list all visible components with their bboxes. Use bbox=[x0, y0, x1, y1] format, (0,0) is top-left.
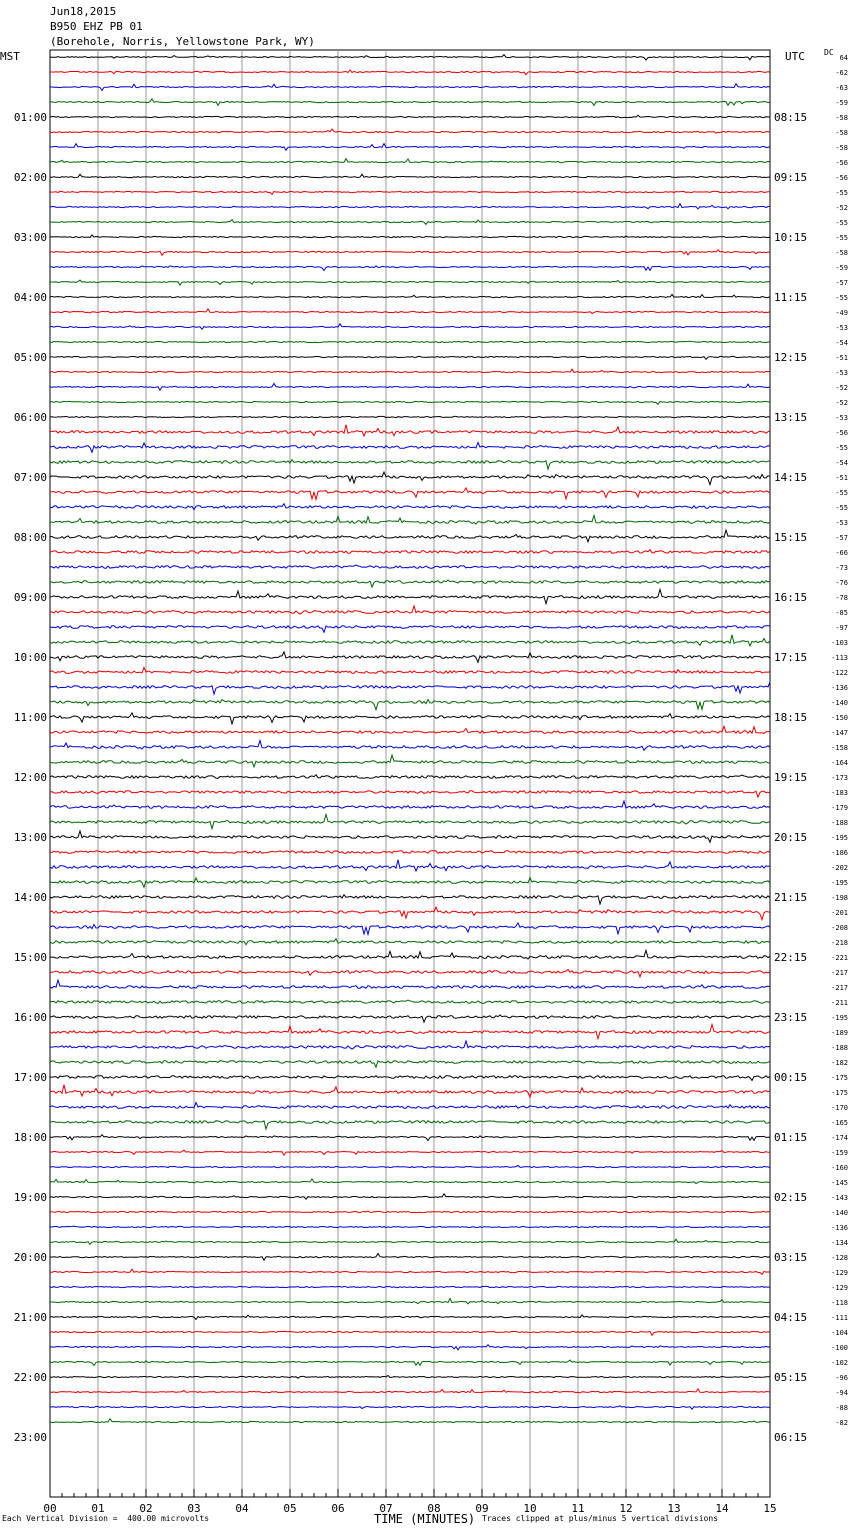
utc-hour-label: 08:15 bbox=[774, 111, 808, 124]
dc-offset-label: -218 bbox=[831, 939, 848, 947]
dc-offset-label: -85 bbox=[835, 609, 848, 617]
seismic-trace bbox=[50, 682, 770, 694]
dc-offset-label: -136 bbox=[831, 684, 848, 692]
dc-offset-label: -76 bbox=[835, 579, 848, 587]
seismic-trace bbox=[50, 159, 770, 163]
seismic-trace bbox=[50, 635, 770, 646]
dc-offset-label: -186 bbox=[831, 849, 848, 857]
dc-offset-label: -55 bbox=[835, 504, 848, 512]
mst-hour-label: 06:00 bbox=[13, 411, 47, 424]
x-tick-label: 11 bbox=[571, 1502, 585, 1515]
mst-hour-label: 11:00 bbox=[13, 711, 47, 724]
dc-offset-label: -211 bbox=[831, 999, 848, 1007]
seismic-trace bbox=[50, 699, 770, 709]
dc-offset-label: -49 bbox=[835, 309, 848, 317]
chart-title-line-1: Jun18,2015 bbox=[50, 5, 117, 18]
seismic-trace bbox=[50, 740, 770, 750]
seismic-trace bbox=[50, 472, 770, 485]
dc-offset-label: -217 bbox=[831, 969, 848, 977]
mst-hour-label: 10:00 bbox=[13, 651, 47, 664]
mst-hour-label: 05:00 bbox=[13, 351, 47, 364]
seismic-trace bbox=[50, 530, 770, 542]
dc-offset-label: -195 bbox=[831, 834, 848, 842]
seismic-trace bbox=[50, 1315, 770, 1320]
dc-offset-label: -198 bbox=[831, 894, 848, 902]
dc-offset-label: -100 bbox=[831, 1344, 848, 1352]
seismic-trace bbox=[50, 1085, 770, 1098]
utc-hour-label: 01:15 bbox=[774, 1131, 808, 1144]
x-axis-label: TIME (MINUTES) bbox=[374, 1512, 476, 1526]
seismic-trace bbox=[50, 515, 770, 524]
dc-offset-label: -195 bbox=[831, 879, 848, 887]
seismic-trace bbox=[50, 791, 770, 797]
mst-hour-label: 13:00 bbox=[13, 831, 47, 844]
dc-offset-label: -58 bbox=[835, 114, 848, 122]
seismic-trace bbox=[50, 144, 770, 151]
seismic-trace bbox=[50, 504, 770, 510]
dc-offset-label: -129 bbox=[831, 1269, 848, 1277]
dc-offset-label: -55 bbox=[835, 444, 848, 452]
seismic-trace bbox=[50, 1211, 770, 1213]
dc-offset-label: -57 bbox=[835, 534, 848, 542]
dc-offset-label: -53 bbox=[835, 519, 848, 527]
seismic-trace bbox=[50, 1286, 770, 1287]
chart-title-line-2: B950 EHZ PB 01 bbox=[50, 20, 143, 33]
dc-offset-label: -56 bbox=[835, 174, 848, 182]
seismic-trace bbox=[50, 369, 770, 372]
dc-offset-label: -53 bbox=[835, 414, 848, 422]
dc-offset-label: -55 bbox=[835, 189, 848, 197]
seismic-trace bbox=[50, 939, 770, 945]
utc-hour-label: 16:15 bbox=[774, 591, 808, 604]
utc-hour-label: 19:15 bbox=[774, 771, 808, 784]
dc-offset-label: -63 bbox=[835, 84, 848, 92]
utc-hour-label: 20:15 bbox=[774, 831, 808, 844]
dc-offset-label: -56 bbox=[835, 159, 848, 167]
seismic-trace bbox=[50, 1226, 770, 1228]
dc-offset-label: -208 bbox=[831, 924, 848, 932]
dc-offset-label: -134 bbox=[831, 1239, 848, 1247]
x-tick-label: 00 bbox=[43, 1502, 57, 1515]
seismic-trace bbox=[50, 1076, 770, 1081]
mst-hour-label: 01:00 bbox=[13, 111, 47, 124]
dc-offset-label: -170 bbox=[831, 1104, 848, 1112]
seismic-trace bbox=[50, 220, 770, 225]
seismic-trace bbox=[50, 652, 770, 663]
dc-offset-label: -58 bbox=[835, 144, 848, 152]
left-timezone-label: MST bbox=[0, 50, 20, 63]
seismic-trace bbox=[50, 1299, 770, 1304]
x-tick-label: 05 bbox=[283, 1502, 297, 1515]
seismic-trace bbox=[50, 324, 770, 329]
dc-offset-label: -96 bbox=[835, 1374, 848, 1382]
seismic-trace bbox=[50, 550, 770, 554]
seismic-trace bbox=[50, 1194, 770, 1199]
seismic-trace bbox=[50, 356, 770, 359]
seismic-trace bbox=[50, 1254, 770, 1261]
seismic-trace bbox=[50, 1269, 770, 1274]
x-tick-label: 14 bbox=[715, 1502, 729, 1515]
dc-offset-label: -94 bbox=[835, 1389, 848, 1397]
seismic-trace bbox=[50, 1406, 770, 1409]
x-tick-label: 10 bbox=[523, 1502, 537, 1515]
dc-offset-label: -175 bbox=[831, 1074, 848, 1082]
right-timezone-label: UTC bbox=[785, 50, 805, 63]
dc-offset-label: -52 bbox=[835, 204, 848, 212]
seismic-trace bbox=[50, 1121, 770, 1129]
seismic-trace bbox=[50, 950, 770, 959]
seismic-trace bbox=[50, 580, 770, 587]
dc-offset-label: -102 bbox=[831, 1359, 848, 1367]
seismic-trace bbox=[50, 970, 770, 977]
utc-hour-label: 18:15 bbox=[774, 711, 808, 724]
dc-offset-label: -62 bbox=[835, 69, 848, 77]
dc-offset-label: -59 bbox=[835, 264, 848, 272]
clip-note: Traces clipped at plus/minus 5 vertical divisions bbox=[482, 1514, 719, 1523]
seismic-trace bbox=[50, 70, 770, 75]
seismic-trace bbox=[50, 1000, 770, 1003]
dc-offset-label: -128 bbox=[831, 1254, 848, 1262]
dc-offset-label: -104 bbox=[831, 1329, 848, 1337]
utc-hour-label: 10:15 bbox=[774, 231, 808, 244]
seismic-trace bbox=[50, 831, 770, 842]
dc-offset-label: -113 bbox=[831, 654, 848, 662]
dc-offset-label: -165 bbox=[831, 1119, 848, 1127]
seismic-trace bbox=[50, 1103, 770, 1109]
seismic-trace bbox=[50, 851, 770, 854]
seismic-trace bbox=[50, 280, 770, 285]
dc-offset-label: -147 bbox=[831, 729, 848, 737]
seismic-trace bbox=[50, 115, 770, 118]
dc-offset-label: -55 bbox=[835, 234, 848, 242]
utc-hour-label: 12:15 bbox=[774, 351, 808, 364]
dc-offset-label: -174 bbox=[831, 1134, 848, 1142]
dc-offset-label: 64 bbox=[839, 54, 848, 62]
dc-offset-label: -183 bbox=[831, 789, 848, 797]
dc-offset-label: -55 bbox=[835, 489, 848, 497]
x-tick-label: 08 bbox=[427, 1502, 441, 1515]
dc-offset-label: -54 bbox=[835, 459, 848, 467]
dc-offset-label: -58 bbox=[835, 249, 848, 257]
utc-hour-label: 22:15 bbox=[774, 951, 808, 964]
seismic-trace bbox=[50, 1165, 770, 1167]
dc-offset-label: -55 bbox=[835, 219, 848, 227]
dc-offset-label: -188 bbox=[831, 1044, 848, 1052]
dc-offset-label: -182 bbox=[831, 1059, 848, 1067]
dc-offset-label: -88 bbox=[835, 1404, 848, 1412]
seismic-trace bbox=[50, 775, 770, 779]
x-tick-label: 02 bbox=[139, 1502, 153, 1515]
dc-offset-label: -111 bbox=[831, 1314, 848, 1322]
dc-offset-label: -160 bbox=[831, 1164, 848, 1172]
seismic-trace bbox=[50, 1135, 770, 1141]
dc-offset-label: -195 bbox=[831, 1014, 848, 1022]
utc-hour-label: 11:15 bbox=[774, 291, 808, 304]
dc-offset-label: -51 bbox=[835, 354, 848, 362]
dc-offset-label: -158 bbox=[831, 744, 848, 752]
dc-offset-label: -52 bbox=[835, 384, 848, 392]
dc-offset-label: -122 bbox=[831, 669, 848, 677]
seismic-trace bbox=[50, 129, 770, 133]
seismic-trace bbox=[50, 341, 770, 343]
seismic-trace bbox=[50, 755, 770, 767]
seismic-trace bbox=[50, 1150, 770, 1155]
utc-hour-label: 06:15 bbox=[774, 1431, 808, 1444]
x-tick-label: 07 bbox=[379, 1502, 393, 1515]
utc-hour-label: 05:15 bbox=[774, 1371, 808, 1384]
x-tick-label: 01 bbox=[91, 1502, 105, 1515]
seismic-trace bbox=[50, 416, 770, 417]
seismic-trace bbox=[50, 488, 770, 500]
x-tick-label: 06 bbox=[331, 1502, 345, 1515]
seismic-trace bbox=[50, 174, 770, 178]
mst-hour-label: 14:00 bbox=[13, 891, 47, 904]
seismic-trace bbox=[50, 814, 770, 828]
seismic-trace bbox=[50, 425, 770, 436]
seismic-trace bbox=[50, 1239, 770, 1244]
seismic-trace bbox=[50, 1345, 770, 1350]
dc-offset-label: -179 bbox=[831, 804, 848, 812]
seismic-trace bbox=[50, 895, 770, 904]
dc-offset-label: -188 bbox=[831, 819, 848, 827]
x-tick-label: 04 bbox=[235, 1502, 249, 1515]
dc-offset-label: -118 bbox=[831, 1299, 848, 1307]
utc-hour-label: 03:15 bbox=[774, 1251, 808, 1264]
utc-hour-label: 00:15 bbox=[774, 1071, 808, 1084]
seismic-trace bbox=[50, 309, 770, 314]
dc-offset-label: -136 bbox=[831, 1224, 848, 1232]
utc-hour-label: 02:15 bbox=[774, 1191, 808, 1204]
dc-offset-label: -129 bbox=[831, 1284, 848, 1292]
mst-hour-label: 20:00 bbox=[13, 1251, 47, 1264]
dc-offset-label: -55 bbox=[835, 294, 848, 302]
seismic-trace bbox=[50, 1360, 770, 1365]
seismic-trace bbox=[50, 401, 770, 404]
mst-hour-label: 12:00 bbox=[13, 771, 47, 784]
seismic-trace bbox=[50, 1331, 770, 1335]
dc-offset-label: -164 bbox=[831, 759, 848, 767]
mst-hour-label: 22:00 bbox=[13, 1371, 47, 1384]
seismic-trace bbox=[50, 294, 770, 297]
utc-hour-label: 21:15 bbox=[774, 891, 808, 904]
utc-hour-label: 17:15 bbox=[774, 651, 808, 664]
seismic-trace bbox=[50, 565, 770, 568]
dc-offset-label: -150 bbox=[831, 714, 848, 722]
seismic-trace bbox=[50, 1389, 770, 1393]
seismic-trace bbox=[50, 801, 770, 808]
seismic-trace bbox=[50, 1179, 770, 1184]
utc-hour-label: 13:15 bbox=[774, 411, 808, 424]
mst-hour-label: 04:00 bbox=[13, 291, 47, 304]
x-tick-label: 13 bbox=[667, 1502, 681, 1515]
seismic-trace bbox=[50, 713, 770, 724]
x-tick-label: 12 bbox=[619, 1502, 633, 1515]
dc-offset-label: -73 bbox=[835, 564, 848, 572]
seismic-trace bbox=[50, 443, 770, 453]
dc-offset-label: -56 bbox=[835, 429, 848, 437]
mst-hour-label: 16:00 bbox=[13, 1011, 47, 1024]
mst-hour-label: 03:00 bbox=[13, 231, 47, 244]
dc-offset-label: -173 bbox=[831, 774, 848, 782]
dc-offset-label: -54 bbox=[835, 339, 848, 347]
utc-hour-label: 23:15 bbox=[774, 1011, 808, 1024]
seismic-trace bbox=[50, 1024, 770, 1038]
vertical-division-note: Each Vertical Division = 400.00 microvolts bbox=[2, 1514, 210, 1523]
dc-offset-label: -52 bbox=[835, 399, 848, 407]
seismic-trace bbox=[50, 1376, 770, 1379]
dc-offset-label: -140 bbox=[831, 1209, 848, 1217]
seismic-trace bbox=[50, 191, 770, 194]
mst-hour-label: 19:00 bbox=[13, 1191, 47, 1204]
x-tick-label: 03 bbox=[187, 1502, 201, 1515]
seismic-trace bbox=[50, 589, 770, 603]
dc-offset-label: -145 bbox=[831, 1179, 848, 1187]
mst-hour-label: 07:00 bbox=[13, 471, 47, 484]
seismic-trace bbox=[50, 626, 770, 633]
dc-offset-label: -189 bbox=[831, 1029, 848, 1037]
dc-offset-label: -78 bbox=[835, 594, 848, 602]
utc-hour-label: 09:15 bbox=[774, 171, 808, 184]
mst-hour-label: 23:00 bbox=[13, 1431, 47, 1444]
mst-hour-label: 18:00 bbox=[13, 1131, 47, 1144]
dc-offset-label: -97 bbox=[835, 624, 848, 632]
utc-hour-label: 04:15 bbox=[774, 1311, 808, 1324]
seismic-trace bbox=[50, 980, 770, 988]
seismic-trace bbox=[50, 606, 770, 614]
mst-hour-label: 17:00 bbox=[13, 1071, 47, 1084]
utc-hour-label: 14:15 bbox=[774, 471, 808, 484]
dc-offset-label: -140 bbox=[831, 699, 848, 707]
seismic-trace bbox=[50, 235, 770, 238]
seismic-trace bbox=[50, 460, 770, 469]
dc-offset-label: -143 bbox=[831, 1194, 848, 1202]
seismic-trace bbox=[50, 860, 770, 871]
seismic-trace bbox=[50, 250, 770, 256]
seismic-trace bbox=[50, 384, 770, 391]
dc-offset-label: -51 bbox=[835, 474, 848, 482]
dc-offset-label: -202 bbox=[831, 864, 848, 872]
seismic-trace bbox=[50, 266, 770, 271]
dc-offset-label: -201 bbox=[831, 909, 848, 917]
seismic-trace bbox=[50, 204, 770, 209]
seismic-trace bbox=[50, 878, 770, 888]
dc-offset-label: -59 bbox=[835, 99, 848, 107]
dc-offset-label: -217 bbox=[831, 984, 848, 992]
seismic-trace bbox=[50, 726, 770, 733]
seismic-trace bbox=[50, 99, 770, 106]
dc-offset-label: -175 bbox=[831, 1089, 848, 1097]
mst-hour-label: 21:00 bbox=[13, 1311, 47, 1324]
dc-offset-label: -103 bbox=[831, 639, 848, 647]
seismic-trace bbox=[50, 923, 770, 935]
dc-offset-label: -82 bbox=[835, 1419, 848, 1427]
seismic-trace bbox=[50, 1419, 770, 1423]
dc-offset-label: -221 bbox=[831, 954, 848, 962]
dc-offset-label: -53 bbox=[835, 369, 848, 377]
mst-hour-label: 15:00 bbox=[13, 951, 47, 964]
mst-hour-label: 09:00 bbox=[13, 591, 47, 604]
utc-hour-label: 15:15 bbox=[774, 531, 808, 544]
seismic-trace bbox=[50, 84, 770, 91]
dc-offset-label: -57 bbox=[835, 279, 848, 287]
dc-offset-label: -66 bbox=[835, 549, 848, 557]
x-tick-label: 09 bbox=[475, 1502, 489, 1515]
seismic-trace bbox=[50, 1041, 770, 1049]
x-tick-label: 15 bbox=[763, 1502, 777, 1515]
seismic-trace bbox=[50, 1015, 770, 1022]
dc-offset-label: -58 bbox=[835, 129, 848, 137]
seismic-trace bbox=[50, 55, 770, 61]
seismic-trace bbox=[50, 907, 770, 920]
mst-hour-label: 02:00 bbox=[13, 171, 47, 184]
dc-offset-header: DC bbox=[824, 48, 834, 57]
chart-title-line-3: (Borehole, Norris, Yellowstone Park, WY) bbox=[50, 35, 315, 48]
seismic-trace bbox=[50, 668, 770, 674]
dc-offset-label: -159 bbox=[831, 1149, 848, 1157]
mst-hour-label: 08:00 bbox=[13, 531, 47, 544]
dc-offset-label: -53 bbox=[835, 324, 848, 332]
seismic-trace bbox=[50, 1061, 770, 1068]
